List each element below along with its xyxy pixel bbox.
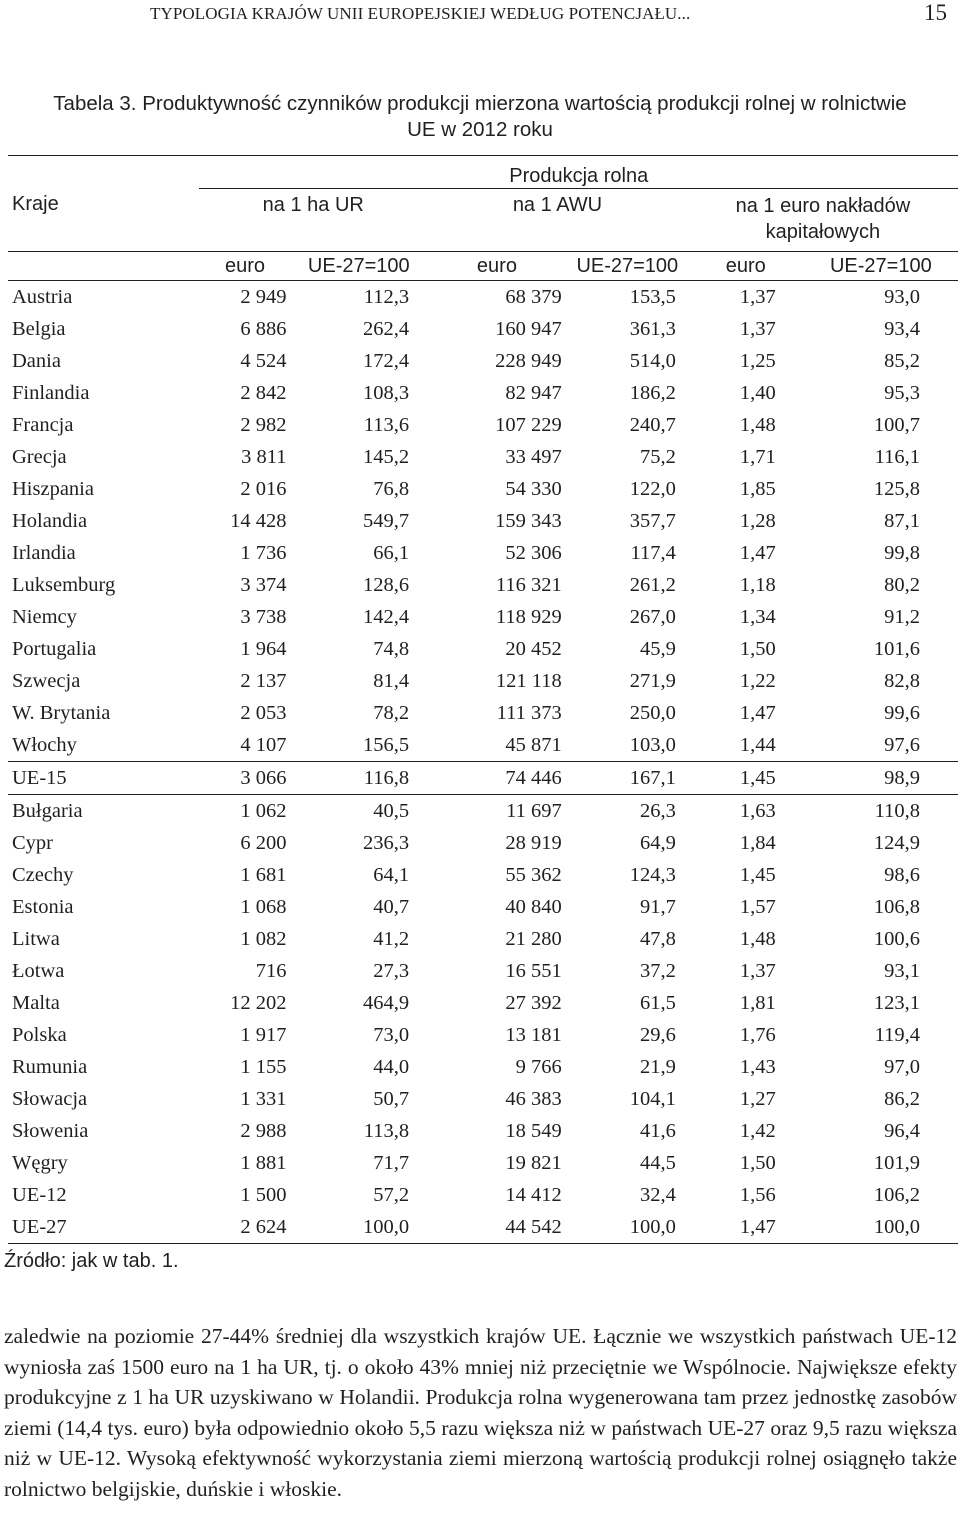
value-cell: 464,9 (362, 992, 410, 1014)
country-cell: Słowenia (12, 1120, 89, 1142)
value-cell: 2 624 (199, 1211, 290, 1244)
value-cell: 99,8 (884, 542, 920, 564)
value-cell: 98,6 (884, 864, 920, 886)
caption-line-1: Tabela 3. Produktywność czynników produkcji mierzona wartością produkcji rolnej w rolnictwie (53, 92, 907, 115)
value-cell: 44,5 (639, 1152, 676, 1174)
value-cell: 1,42 (739, 1120, 776, 1142)
value-cell: 3 066 (199, 762, 290, 795)
table-row (8, 505, 958, 537)
country-cell: Austria (12, 286, 73, 308)
value-cell: 262,4 (362, 318, 410, 340)
table-row (8, 281, 958, 314)
value-cell: 1 964 (240, 638, 287, 660)
value-cell: 160 947 (495, 318, 562, 340)
value-cell: 116,8 (291, 762, 428, 795)
value-cell: 61,5 (639, 992, 676, 1014)
value-cell: 95,3 (884, 382, 920, 404)
table-row (8, 729, 958, 762)
value-cell: 122,0 (629, 478, 676, 500)
value-cell: 68 379 (505, 286, 562, 308)
value-cell: 108,3 (362, 382, 410, 404)
value-cell: 145,2 (362, 446, 410, 468)
value-cell: 57,2 (373, 1184, 410, 1206)
value-cell: 41,6 (639, 1120, 676, 1142)
value-cell: 2 982 (240, 414, 287, 436)
value-cell: 128,6 (362, 574, 410, 596)
value-cell: 267,0 (629, 606, 676, 628)
table-row (8, 1051, 958, 1083)
value-cell: 186,2 (629, 382, 676, 404)
value-cell: 40 840 (505, 896, 562, 918)
value-cell: 1,28 (739, 510, 776, 532)
value-cell: 1,47 (739, 542, 776, 564)
table-row (8, 313, 958, 345)
value-cell: 3 738 (240, 606, 287, 628)
value-cell: 40,7 (373, 896, 410, 918)
table-row (8, 923, 958, 955)
country-cell: Włochy (12, 734, 77, 756)
value-cell: 116 321 (495, 574, 562, 596)
value-cell: 2 137 (240, 670, 287, 692)
country-cell: Rumunia (12, 1056, 88, 1078)
header-na-1-euro-nakladow-text: na 1 euro nakładów kapitałowych (735, 195, 911, 243)
value-cell: 26,3 (567, 795, 688, 828)
value-cell: 100,6 (873, 928, 920, 950)
value-cell: 85,2 (884, 350, 920, 372)
value-cell: 1,34 (739, 606, 776, 628)
value-cell: 1,45 (688, 762, 804, 795)
country-cell: Finlandia (12, 382, 90, 404)
table-row (8, 633, 958, 665)
country-cell: UE-15 (8, 762, 199, 795)
productivity-table (8, 155, 958, 1244)
value-cell: 1 681 (240, 864, 287, 886)
value-cell: 119,4 (874, 1024, 920, 1046)
value-cell: 1,84 (739, 832, 776, 854)
value-cell: 103,0 (629, 734, 676, 756)
value-cell: 86,2 (884, 1088, 920, 1110)
country-cell: Węgry (12, 1152, 68, 1174)
value-cell: 121 118 (495, 670, 562, 692)
header-unit-euro: euro (199, 252, 290, 281)
value-cell: 19 821 (505, 1152, 562, 1174)
value-cell: 159 343 (495, 510, 562, 532)
table-row (8, 1019, 958, 1051)
country-cell: Bułgaria (8, 795, 199, 828)
value-cell: 93,1 (884, 960, 920, 982)
value-cell: 124,3 (629, 864, 676, 886)
table-row (8, 1083, 958, 1115)
table-source: Źródło: jak w tab. 1. (4, 1250, 179, 1272)
value-cell: 1,40 (739, 382, 776, 404)
value-cell: 80,2 (884, 574, 920, 596)
table-row (8, 955, 958, 987)
value-cell: 1,56 (739, 1184, 776, 1206)
table-row (8, 1147, 958, 1179)
value-cell: 28 919 (505, 832, 562, 854)
country-cell: Holandia (12, 510, 88, 532)
table-caption (0, 91, 960, 143)
table-row (8, 1179, 958, 1211)
value-cell: 12 202 (230, 992, 287, 1014)
running-head-title: TYPOLOGIA KRAJÓW UNII EUROPEJSKIEJ WEDŁUG POTENCJAŁU... (150, 4, 691, 23)
value-cell: 14 412 (505, 1184, 562, 1206)
value-cell: 64,1 (373, 864, 410, 886)
running-head (0, 0, 960, 30)
value-cell: 74 446 (427, 762, 567, 795)
table-row (8, 827, 958, 859)
header-na-1-euro-nakladow (688, 189, 958, 252)
country-cell: Cypr (12, 832, 53, 854)
table-row (8, 473, 958, 505)
value-cell: 3 374 (240, 574, 287, 596)
value-cell: 100,0 (804, 1211, 958, 1244)
value-cell: 1,37 (739, 318, 776, 340)
header-produkcja-rolna: Produkcja rolna (199, 156, 958, 189)
value-cell: 2 842 (240, 382, 287, 404)
value-cell: 41,2 (373, 928, 410, 950)
value-cell: 112,3 (363, 286, 410, 308)
value-cell: 96,4 (884, 1120, 920, 1142)
value-cell: 37,2 (639, 960, 676, 982)
country-cell: Litwa (12, 928, 60, 950)
country-cell: Dania (12, 350, 61, 372)
value-cell: 91,7 (639, 896, 676, 918)
table-row (8, 409, 958, 441)
table-row (8, 762, 958, 795)
value-cell: 73,0 (373, 1024, 410, 1046)
value-cell: 81,4 (373, 670, 410, 692)
table-row (8, 601, 958, 633)
value-cell: 117,4 (630, 542, 676, 564)
value-cell: 1,43 (739, 1056, 776, 1078)
header-unit-index: UE-27=100 (567, 252, 688, 281)
value-cell: 50,7 (373, 1088, 410, 1110)
country-cell: W. Brytania (12, 702, 111, 724)
value-cell: 228 949 (495, 350, 562, 372)
table-body (8, 281, 958, 1244)
body-paragraph-text: zaledwie na poziomie 27-44% średniej dla wszystkich krajów UE. Łącznie we wszystkich państwach UE-12 wyniosła zaś 1500 euro na 1 ha UR, tj. o około 43% mniej niż przeciętnie we Wspólnocie. Największe efekty produkcyjne z 1 ha UR uzyskiwano w Holandii. Produkcja rolna wygenerowana tam przez jednostkę zasobów ziemi (14,4 tys. euro) była odpowiednio około 5,5 razu większa niż w państwach UE-27 oraz 9,5 razu większa niż w UE-12. Wysoką efektywność wykorzystania ziemi mierzoną wartością produkcji rolnej osiągnęło także rolnictwo belgijskie, duńskie i włoskie. (4, 1324, 957, 1501)
value-cell: 33 497 (505, 446, 562, 468)
header-unit-euro: euro (427, 252, 567, 281)
country-cell: Grecja (12, 446, 67, 468)
value-cell: 118 929 (495, 606, 562, 628)
value-cell: 261,2 (629, 574, 676, 596)
value-cell: 100,0 (291, 1211, 428, 1244)
value-cell: 113,8 (363, 1120, 410, 1142)
value-cell: 106,8 (873, 896, 920, 918)
table-row (8, 795, 958, 828)
country-cell: Luksemburg (12, 574, 116, 596)
table-row (8, 569, 958, 601)
value-cell: 172,4 (362, 350, 410, 372)
value-cell: 54 330 (505, 478, 562, 500)
value-cell: 156,5 (362, 734, 410, 756)
value-cell: 100,0 (567, 1211, 688, 1244)
value-cell: 47,8 (639, 928, 676, 950)
value-cell: 75,2 (639, 446, 676, 468)
table-row (8, 441, 958, 473)
value-cell: 1,81 (739, 992, 776, 1014)
value-cell: 45 871 (505, 734, 562, 756)
value-cell: 1,76 (739, 1024, 776, 1046)
value-cell: 29,6 (639, 1024, 676, 1046)
value-cell: 21,9 (639, 1056, 676, 1078)
value-cell: 2 016 (240, 478, 287, 500)
value-cell: 9 766 (515, 1056, 562, 1078)
country-cell: Szwecja (12, 670, 81, 692)
page-number: 15 (924, 0, 947, 25)
value-cell: 357,7 (629, 510, 676, 532)
table-row (8, 1211, 958, 1244)
table-row (8, 859, 958, 891)
value-cell: 514,0 (629, 350, 676, 372)
value-cell: 78,2 (373, 702, 410, 724)
value-cell: 97,6 (884, 734, 920, 756)
table-row (8, 697, 958, 729)
header-unit-euro: euro (688, 252, 804, 281)
value-cell: 1,63 (688, 795, 804, 828)
value-cell: 113,6 (363, 414, 410, 436)
value-cell: 13 181 (505, 1024, 562, 1046)
value-cell: 93,4 (884, 318, 920, 340)
value-cell: 55 362 (505, 864, 562, 886)
value-cell: 2 053 (240, 702, 287, 724)
table-row (8, 377, 958, 409)
value-cell: 74,8 (373, 638, 410, 660)
value-cell: 1,22 (739, 670, 776, 692)
value-cell: 1,25 (739, 350, 776, 372)
value-cell: 16 551 (505, 960, 562, 982)
value-cell: 1 881 (240, 1152, 287, 1174)
country-cell: Hiszpania (12, 478, 94, 500)
table-row (8, 345, 958, 377)
value-cell: 1,27 (739, 1088, 776, 1110)
value-cell: 1 062 (199, 795, 290, 828)
value-cell: 100,7 (873, 414, 920, 436)
country-cell: Estonia (12, 896, 74, 918)
value-cell: 2 949 (240, 286, 287, 308)
value-cell: 46 383 (505, 1088, 562, 1110)
value-cell: 1,18 (739, 574, 776, 596)
value-cell: 1 082 (240, 928, 287, 950)
value-cell: 32,4 (639, 1184, 676, 1206)
value-cell: 167,1 (567, 762, 688, 795)
value-cell: 549,7 (362, 510, 410, 532)
country-cell: Malta (12, 992, 60, 1014)
value-cell: 236,3 (362, 832, 410, 854)
value-cell: 1,47 (688, 1211, 804, 1244)
country-cell: Słowacja (12, 1088, 88, 1110)
value-cell: 4 107 (240, 734, 287, 756)
value-cell: 93,0 (884, 286, 920, 308)
value-cell: 240,7 (629, 414, 676, 436)
value-cell: 4 524 (240, 350, 287, 372)
body-paragraph (4, 1321, 957, 1504)
header-unit-index: UE-27=100 (804, 252, 958, 281)
value-cell: 125,8 (873, 478, 920, 500)
country-cell: UE-12 (12, 1184, 67, 1206)
country-cell: Portugalia (12, 638, 97, 660)
header-na-1-awu: na 1 AWU (512, 194, 603, 216)
header-kraje: Kraje (8, 156, 199, 252)
value-cell: 20 452 (505, 638, 562, 660)
value-cell: 66,1 (373, 542, 410, 564)
value-cell: 71,7 (373, 1152, 410, 1174)
value-cell: 21 280 (505, 928, 562, 950)
value-cell: 91,2 (884, 606, 920, 628)
header-unit-index: UE-27=100 (291, 252, 428, 281)
table-row (8, 537, 958, 569)
value-cell: 1 068 (240, 896, 287, 918)
value-cell: 111 373 (496, 702, 562, 724)
value-cell: 142,4 (362, 606, 410, 628)
value-cell: 11 697 (427, 795, 567, 828)
value-cell: 76,8 (373, 478, 410, 500)
value-cell: 6 886 (240, 318, 287, 340)
value-cell: 101,6 (873, 638, 920, 660)
value-cell: 52 306 (505, 542, 562, 564)
value-cell: 104,1 (629, 1088, 676, 1110)
value-cell: 44,0 (373, 1056, 410, 1078)
value-cell: 1,50 (739, 1152, 776, 1174)
header-na-1-ha-ur: na 1 ha UR (262, 194, 364, 216)
value-cell: 716 (255, 960, 287, 982)
value-cell: 1,37 (739, 960, 776, 982)
country-cell: Niemcy (12, 606, 77, 628)
value-cell: 1,45 (739, 864, 776, 886)
value-cell: 99,6 (884, 702, 920, 724)
country-cell: Czechy (12, 864, 74, 886)
table-row (8, 891, 958, 923)
value-cell: 2 988 (240, 1120, 287, 1142)
value-cell: 64,9 (639, 832, 676, 854)
value-cell: 123,1 (873, 992, 920, 1014)
value-cell: 1,48 (739, 414, 776, 436)
country-cell: UE-27 (8, 1211, 199, 1244)
value-cell: 1,50 (739, 638, 776, 660)
value-cell: 153,5 (629, 286, 676, 308)
caption-line-2: UE w 2012 roku (407, 118, 553, 141)
value-cell: 40,5 (291, 795, 428, 828)
value-cell: 1 917 (240, 1024, 287, 1046)
value-cell: 106,2 (873, 1184, 920, 1206)
country-cell: Polska (12, 1024, 67, 1046)
value-cell: 116,1 (874, 446, 920, 468)
value-cell: 18 549 (505, 1120, 562, 1142)
country-cell: Francja (12, 414, 74, 436)
value-cell: 1,44 (739, 734, 776, 756)
value-cell: 107 229 (495, 414, 562, 436)
value-cell: 1,48 (739, 928, 776, 950)
value-cell: 101,9 (873, 1152, 920, 1174)
value-cell: 3 811 (241, 446, 287, 468)
value-cell: 1,37 (739, 286, 776, 308)
header-empty (8, 252, 199, 281)
value-cell: 1 155 (240, 1056, 287, 1078)
value-cell: 1,85 (739, 478, 776, 500)
value-cell: 14 428 (230, 510, 287, 532)
value-cell: 82,8 (884, 670, 920, 692)
table-row (8, 665, 958, 697)
value-cell: 1 500 (240, 1184, 287, 1206)
value-cell: 1 331 (240, 1088, 287, 1110)
country-cell: Belgia (12, 318, 66, 340)
country-cell: Łotwa (12, 960, 65, 982)
country-cell: Irlandia (12, 542, 76, 564)
table-header (8, 156, 958, 281)
value-cell: 97,0 (884, 1056, 920, 1078)
value-cell: 250,0 (629, 702, 676, 724)
value-cell: 45,9 (639, 638, 676, 660)
value-cell: 98,9 (804, 762, 958, 795)
value-cell: 1,71 (739, 446, 776, 468)
value-cell: 87,1 (884, 510, 920, 532)
value-cell: 6 200 (240, 832, 287, 854)
table-row (8, 1115, 958, 1147)
value-cell: 110,8 (804, 795, 958, 828)
value-cell: 1,57 (739, 896, 776, 918)
value-cell: 361,3 (629, 318, 676, 340)
value-cell: 44 542 (427, 1211, 567, 1244)
value-cell: 1 736 (240, 542, 287, 564)
value-cell: 82 947 (505, 382, 562, 404)
table-row (8, 987, 958, 1019)
value-cell: 1,47 (739, 702, 776, 724)
value-cell: 27,3 (373, 960, 410, 982)
value-cell: 27 392 (505, 992, 562, 1014)
value-cell: 271,9 (629, 670, 676, 692)
value-cell: 124,9 (873, 832, 920, 854)
